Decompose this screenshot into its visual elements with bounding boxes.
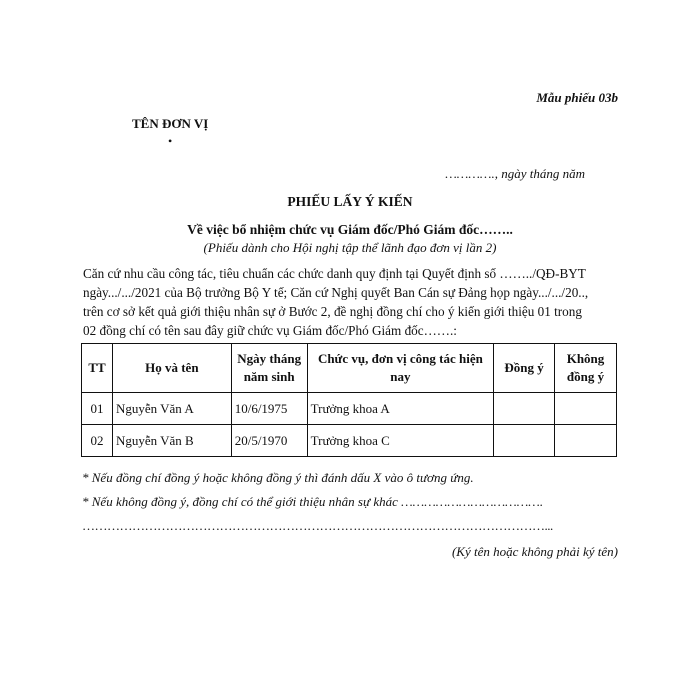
unit-bullet: • [168,134,173,148]
document-title: PHIẾU LẤY Ý KIẾN [287,194,413,209]
basis-line: Căn cứ nhu cầu công tác, tiêu chuẩn các chức danh quy định tại Quyết định số ……../QĐ-BYT [83,266,586,281]
alternate-nominee-note: * Nếu không đồng ý, đồng chí có thể giới thiệu nhân sự khác ………………………………. [82,494,544,509]
table-header-row [82,344,617,393]
header-dob-line1: Ngày tháng [237,351,302,366]
row-position: Trưởng khoa A [307,393,493,425]
header-disagree-line1: Không [566,351,605,366]
basis-line: ngày.../.../2021 của Bộ trưởng Bộ Y tế; Căn cứ Nghị quyết Ban Cán sự Đảng họp ngày.../.../20.., [83,285,589,300]
document-subtitle: Về việc bổ nhiệm chức vụ Giám đốc/Phó Giám đốc…….. [187,222,513,237]
header-disagree [555,344,617,393]
date-line: …………., ngày tháng năm [445,166,585,181]
vote-table [81,343,617,457]
row-tt: 02 [82,425,113,457]
row-dob: 20/5/1970 [231,425,307,457]
alternate-nominee-line[interactable]: …………………………………………………………………………………………………... [82,518,553,533]
header-tt: TT [82,344,113,393]
header-agree: Đồng ý [494,344,555,393]
basis-line: trên cơ sở kết quả giới thiệu nhân sự ở Bước 2, đề nghị đồng chí cho ý kiến giới thiệu 01 trong [83,304,582,319]
header-position-line2: nay [390,369,411,384]
document-subtitle-note: (Phiếu dành cho Hội nghị tập thể lãnh đạo đơn vị lần 2) [203,240,497,255]
row-name: Nguyễn Văn A [112,393,231,425]
unit-name: TÊN ĐƠN VỊ [132,116,209,131]
signature-note: (Ký tên hoặc không phải ký tên) [451,544,618,559]
header-dob-line2: năm sinh [243,369,295,384]
disagree-checkbox-cell[interactable] [555,425,617,457]
row-tt: 01 [82,393,113,425]
header-position-line1: Chức vụ, đơn vị công tác hiện [317,351,483,366]
header-position [307,344,493,393]
basis-paragraph [83,264,623,340]
header-dob [231,344,307,393]
form-code: Mẫu phiếu 03b [536,90,618,105]
agree-checkbox-cell[interactable] [494,425,555,457]
disagree-checkbox-cell[interactable] [555,393,617,425]
table-row [82,393,617,425]
basis-line: 02 đồng chí có tên sau đây giữ chức vụ Giám đốc/Phó Giám đốc…….: [83,323,457,338]
row-position: Trưởng khoa C [307,425,493,457]
table-row [82,425,617,457]
header-name: Họ và tên [112,344,231,393]
header-disagree-line2: đồng ý [566,369,605,384]
row-dob: 10/6/1975 [231,393,307,425]
instruction-note: * Nếu đồng chí đồng ý hoặc không đồng ý thì đánh dấu X vào ô tương ứng. [82,470,474,485]
row-name: Nguyễn Văn B [112,425,231,457]
agree-checkbox-cell[interactable] [494,393,555,425]
